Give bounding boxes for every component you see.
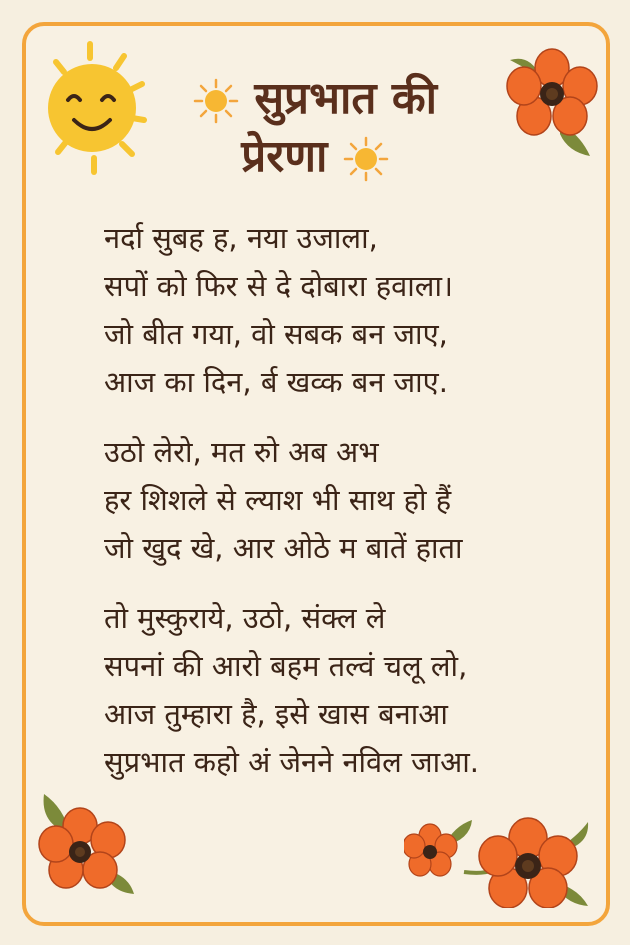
poem-line: सुप्रभात कहो अं जेनने नविल जाआ. <box>104 745 479 779</box>
small-sun-icon <box>343 136 389 182</box>
poem-line: जो बीत गया, वो सबक बन जाए, <box>104 317 448 351</box>
poem-line: हर शिशले से ल्याश भी साथ हो हैं <box>104 483 452 517</box>
poem-line: आज तुम्हारा है, इसे खास बनाआ <box>104 697 448 731</box>
title-line-1: सुप्रभात की <box>254 73 438 124</box>
flower-bottom-left-icon <box>34 790 144 900</box>
poem-line: जो खुद खे, आर ओठे म बातें हाता <box>104 531 463 565</box>
poem-stanza-2 <box>104 428 584 572</box>
small-sun-icon <box>193 78 239 124</box>
poem-line: सपों को फिर से दे दोबारा हवाला। <box>104 269 453 303</box>
poem-body <box>104 214 584 808</box>
flowers-bottom-right-icon <box>404 812 596 908</box>
poem-stanza-1 <box>104 214 584 406</box>
poem-line: उठो लेरो, मत रुो अब अभ <box>104 435 379 469</box>
poem-line: आज का दिन, र्ब खव्क बन जाए. <box>104 365 448 399</box>
title-line-2: प्रेरणा <box>241 131 328 182</box>
poem-line: तो मुस्कुराये, उठो, संक्ल ले <box>104 601 386 635</box>
poem-line: सपनां की आरो बहम तल्वं चलू लो, <box>104 649 468 683</box>
poem-stanza-3 <box>104 594 584 786</box>
poem-title <box>0 70 630 186</box>
poem-line: नर्दा सुबह ह, नया उजाला, <box>104 221 378 255</box>
